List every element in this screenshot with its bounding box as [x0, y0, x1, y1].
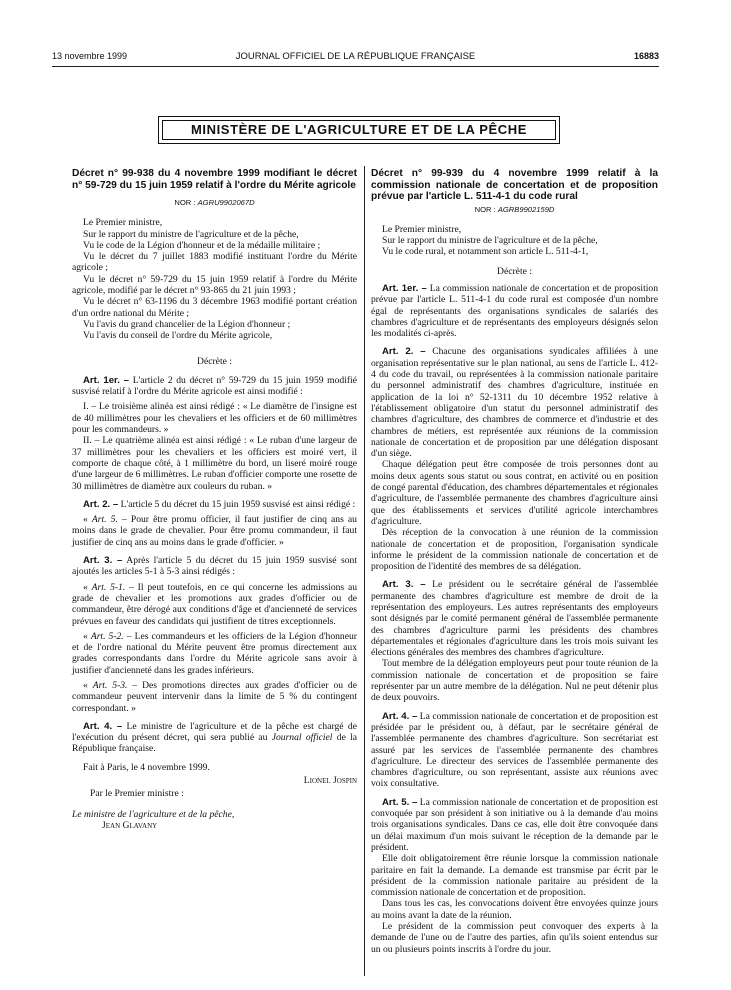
article-paragraph [371, 797, 658, 853]
article-text: La commission nationale de concertation et de proposition est convoquée par son président à son initiative ou à la demande d'au moins trois organisations syndicales. Dans ce cas, elle doit être convoquée dans un délai maximum d'un mois suivant le réception de la demande par le président. [371, 796, 658, 853]
ministry-heading-box: MINISTÈRE DE L'AGRICULTURE ET DE LA PÊCHE [158, 116, 560, 144]
column-divider [364, 166, 365, 976]
article-text: de la République française. [72, 732, 358, 755]
header-journal-title: JOURNAL OFFICIEL DE LA RÉPUBLIQUE FRANÇAISE [235, 51, 476, 62]
article-label: Art. 1er. – [382, 282, 427, 294]
visa-paragraph: Vu le décret n° 59-729 du 15 juin 1959 relatif à l'ordre du Mérite agricole, modifié par le décret n° 93-865 du 21 juin 1993 ; [72, 273, 357, 297]
visa-paragraph: Vu le code rural, et notamment son article L. 511-4-1, [382, 246, 589, 258]
article-paragraph [371, 283, 658, 339]
journal-officiel-italic: Journal officiel [271, 732, 333, 744]
article-text: L'article 2 du décret n° 59-729 du 15 juin 1959 modifié susvisé relatif à l'ordre du Mérite agricole est ainsi modifié : [72, 374, 357, 398]
article-paragraph [72, 375, 357, 398]
article-text: L'article 5 du décret du 15 juin 1959 susvisé est ainsi rédigé : [120, 498, 356, 510]
article-label: Art. 3. – [382, 579, 426, 591]
decrete-line: Décrète : [197, 355, 232, 367]
quoted-article-text: – Les commandeurs et les officiers de la Légion d'honneur et de l'ordre national du Mérite peuvent être promus directement aux grades correspondants dans l'ordre du Mérite agricole sans avoir à justifier d'ancienneté dans les grades inférieurs. [72, 630, 357, 676]
header-date: 13 novembre 1999 [52, 51, 128, 61]
article-label: Art. 2. – [83, 498, 119, 510]
article-label: Art. 3. – [83, 555, 123, 567]
quoted-article-label: Art. 5-3. [92, 679, 128, 691]
article-paragraph: Elle doit obligatoirement être réunie lorsque la commission nationale paritaire en fait la demande. La demande est transmise par écrit par le président de la commission nationale paritaire au président de la commission nationale de concertation et de proposition. [371, 853, 658, 899]
article-label: Art. 4. – [382, 710, 418, 722]
article-paragraph [72, 721, 357, 755]
signatory-name: Lionel Jospin [303, 775, 357, 787]
by-premier-ministre: Par le Premier ministre : [90, 788, 184, 800]
nor-label: NOR : [474, 204, 496, 214]
article-text: La commission nationale de concertation et de proposition prévue par l'article L. 511-4-1 du code rural est composée d'un nombre égal de représentants des organisations syndicales de salariés des chambres d'agriculture et de représentants des employeurs désignés selon les modalités ci-après. [371, 282, 659, 340]
article-text: Chacune des organisations syndicales affiliées à une organisation représentative sur le plan national, au sens de l'article L. 412-4 du code du travail, ou représentées à la commission nationale paritaire du personnel administratif des chambres d'agriculture, instituée en application de la loi n° 52-1311 du 10 décembre 1952 relative à l'établissement obligatoire d'un statut du personnel administratif des chambres d'agriculture, des chambres de commerce et d'industrie et des chambres de métiers, est représentée aux réunions de la commission nationale de concertation et de proposition par une délégation disposant d'un siège. [371, 346, 658, 460]
article-text: Après l'article 5 du décret du 15 juin 1959 susvisé sont ajoutés les articles 5-1 à 5-3 ainsi rédigés : [72, 555, 357, 578]
header-rule [52, 66, 659, 67]
right-column-decree [371, 168, 658, 955]
article-label: Art. 2. – [382, 346, 426, 358]
article-paragraph: Le président de la commission peut convoquer des experts à la demande de l'une ou de l'autre des parties, afin qu'ils soient entendus sur un ou plusieurs points inscrits à l'ordre du jour. [371, 921, 658, 955]
nor-code: AGRB9902159D [497, 204, 555, 214]
article-text: Le président ou le secrétaire général de l'assemblée permanente des chambres d'agriculture est membre de droit de la représentation des employeurs. Les autres représentants des employeurs sont désignés par le comité permanent général de l'assemblée permanente des chambres d'agriculture parmi les présidents des chambres départementales et régionales d'agriculture dans les trois mois suivant les élections générales des membres des chambres d'agriculture. [371, 579, 658, 659]
left-column-decree [72, 168, 357, 831]
page-header [52, 51, 659, 65]
article-label: Art. 1er. – [83, 374, 130, 386]
quoted-article: « Art. 5-3. – Des promotions directes aux grades d'officier ou de commandeur peuvent intervenir dans la limite de 5 % du contingent correspondant. » [72, 679, 357, 714]
visa-paragraph: Vu l'avis du grand chancelier de la Légion d'honneur ; [83, 318, 291, 330]
nor-code: AGRU9902067D [197, 198, 255, 207]
header-page-number: 16883 [633, 51, 659, 61]
article-paragraph [371, 579, 658, 658]
visa-paragraph: Vu l'avis du conseil de l'ordre du Mérite agricole, [83, 330, 273, 342]
article-label: Art. 5. – [382, 796, 418, 808]
minister-name: Jean Glavany [102, 819, 158, 831]
quoted-article: « Art. 5. – Pour être promu officier, il faut justifier de cinq ans au moins dans le grade de chevalier. Pour être promu commandeur, il faut justifier de cinq ans au moins dans le grade d'officier. » [72, 514, 357, 548]
quoted-article-label: Art. 5. [91, 514, 118, 526]
article-paragraph: I. – Le troisième alinéa est ainsi rédigé : « Le diamètre de l'insigne est de 40 millimètres pour les chevaliers et les officiers et de 60 millimètres pour les commandeurs. » [72, 401, 357, 436]
article-paragraph: Dès réception de la convocation à une réunion de la commission nationale de concertation et de proposition, l'organisation syndicale informe le président de la commission nationale de concertation et de proposition de l'identité des membres de sa délégation. [371, 527, 658, 573]
nor-reference [72, 197, 357, 208]
article-paragraph: Chaque délégation peut être composée de trois personnes dont au moins deux agents sous statut ou sous contrat, en activité ou en position de congé parental d'éducation, des chambres départementales et régionales d'agriculture, de l'assemblée permanente des chambres d'agriculture ainsi que des établissements et services d'utilité agricole interchambres d'agriculture. [371, 459, 658, 527]
article-paragraph: Dans tous les cas, les convocations doivent être envoyées quinze jours au moins avant la date de la réunion. [371, 898, 658, 921]
quoted-article: « Art. 5-2. – Les commandeurs et les officiers de la Légion d'honneur et de l'ordre national du Mérite peuvent être promus directement aux grades correspondants dans l'ordre du Mérite agricole sans avoir à justifier d'ancienneté dans les grades inférieurs. [72, 630, 357, 676]
quoted-article-text: – Il peut toutefois, en ce qui concerne les admissions au grade de chevalier et les promotions aux grades d'officier ou de commandeur, être dérogé aux conditions d'âge et d'ancienneté de services prévues en faveur des candidats qui justifient de titres exceptionnels. [72, 581, 358, 627]
article-text: Le ministre de l'agriculture et de la pêche est chargé de l'exécution du présent décret, qui sera publié au [72, 720, 357, 744]
article-paragraph [371, 346, 658, 459]
article-text: La commission nationale de concertation et de proposition est présidée par le président ou, à défaut, par le secrétaire général de l'assemblée permanente des chambres d'agriculture. Son secrétariat est assuré par les services de l'assemblée permanente des chambres d'agriculture. Le directeur des services de l'assemblée permanente des chambres d'agriculture, ou son représentant, assiste aux réunions avec voix consultative. [371, 710, 658, 790]
article-paragraph: II. – Le quatrième alinéa est ainsi rédigé : « Le ruban d'une largeur de 37 millimètres pour les chevaliers et les officiers est moiré vert, il comporte de chaque côté, à 1 millimètre du bord, un liseré moiré rouge d'une largeur de 6 millimètres. Le ruban d'officier comporte une rosette de 30 millimètres de diamètre aux couleurs du ruban. » [72, 435, 357, 492]
article-paragraph [371, 711, 658, 790]
visa-paragraph: Vu le décret du 7 juillet 1883 modifié instituant l'ordre du Mérite agricole ; [72, 251, 357, 274]
article-label: Art. 4. – [83, 720, 123, 732]
article-paragraph: Tout membre de la délégation employeurs peut pour toute réunion de la commission nationale de concertation et de proposition se faire représenter par un autre membre de la délégation. Nul ne peut détenir plus de deux pouvoirs. [371, 658, 658, 704]
decree-title: Décret n° 99-939 du 4 novembre 1999 relatif à la commission nationale de concertation et de proposition prévue par l'article L. 511-4-1 du code rural [371, 168, 658, 202]
quoted-article: « Art. 5-1. – Il peut toutefois, en ce qui concerne les admissions au grade de chevalier et les promotions aux grades d'officier ou de commandeur, être dérogé aux conditions d'âge et d'ancienneté de services prévues en faveur des candidats qui justifient de titres exceptionnels. [72, 581, 358, 627]
visa-paragraph: Le Premier ministre, [83, 217, 163, 229]
article-paragraph [72, 499, 357, 510]
quoted-article-label: Art. 5-2. [90, 630, 124, 642]
done-at-line: Fait à Paris, le 4 novembre 1999. [83, 761, 210, 773]
article-paragraph [72, 555, 357, 578]
nor-label: NOR : [174, 198, 196, 207]
quoted-article-text: – Pour être promu officier, il faut justifier de cinq ans au moins dans le grade de chevalier. Pour être promu commandeur, il faut justifier de cinq ans au moins dans le grade d'officier. » [72, 514, 357, 548]
visa-paragraph: Sur le rapport du ministre de l'agriculture et de la pêche, [382, 235, 598, 247]
visa-paragraph: Sur le rapport du ministre de l'agriculture et de la pêche, [83, 228, 299, 240]
nor-reference [371, 204, 658, 215]
visa-paragraph: Vu le décret n° 63-1196 du 3 décembre 1963 modifié portant création d'un ordre national du Mérite ; [72, 296, 357, 319]
decree-title: Décret n° 99-938 du 4 novembre 1999 modifiant le décret n° 59-729 du 15 juin 1959 relatif à l'ordre du Mérite agricole [72, 168, 357, 191]
decrete-line: Décrète : [497, 265, 532, 277]
visa-paragraph: Vu le code de la Légion d'honneur et de la médaille militaire ; [83, 239, 321, 251]
quoted-article-label: Art. 5-1. [91, 581, 126, 593]
visa-paragraph: Le Premier ministre, [382, 223, 462, 235]
quoted-article-text: – Des promotions directes aux grades d'officier ou de commandeur peuvent intervenir dans la limite de 5 % du contingent correspondant. » [72, 679, 357, 714]
minister-title: Le ministre de l'agriculture et de la pêche, [72, 808, 235, 820]
